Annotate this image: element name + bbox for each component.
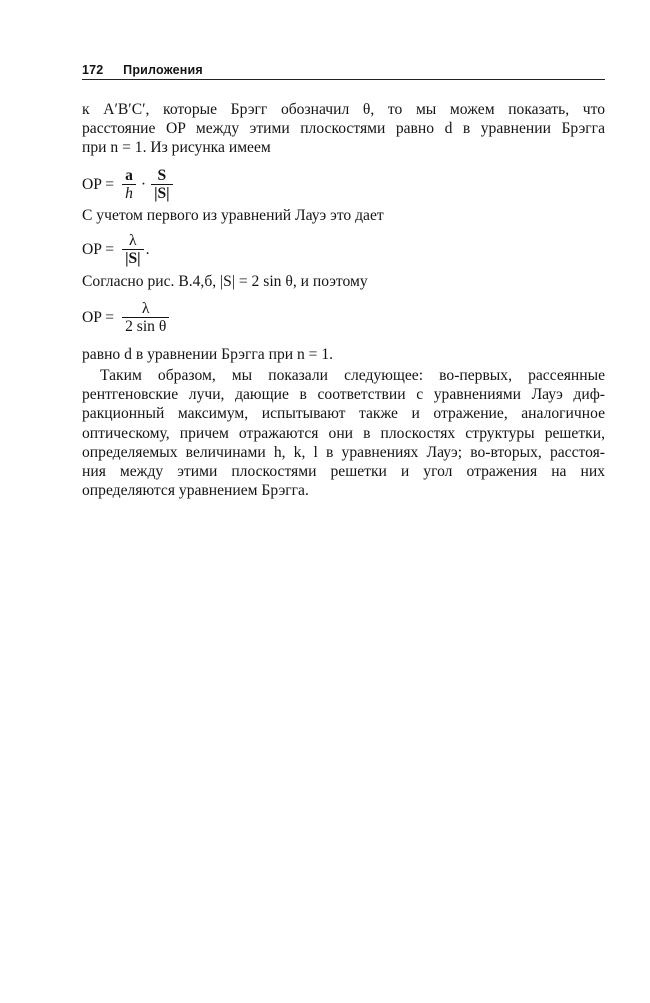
paragraph-laue: [82, 206, 605, 225]
paragraph-1: [82, 100, 605, 158]
paragraph-2: [82, 366, 605, 500]
section-title: Приложения: [123, 63, 203, 77]
text-line: ния между этими плоскостями решетки и угол отражения на них: [82, 463, 605, 481]
denominator: |S|: [125, 250, 141, 267]
denominator: |S|: [154, 185, 170, 202]
fraction-a-over-h: [122, 167, 136, 202]
text-line: к A′B′C′, которые Брэгг обозначил θ, то мы можем показать, что: [82, 101, 605, 118]
multiply-dot: ·: [140, 175, 147, 193]
text-line: С учетом первого из уравнений Лауэ это дает: [82, 207, 384, 224]
page-number: 172: [82, 63, 104, 77]
text-line: при n = 1. Из рисунка имеем: [82, 139, 271, 157]
text-line: ракционный максимум, испытывают также и отражение, аналогичное: [82, 405, 605, 423]
text-line: рентгеновские лучи, дающие в соответствии с уравнениями Лауэ диф-: [82, 386, 605, 404]
denominator: h: [125, 185, 133, 202]
text-line: Согласно рис. В.4,б, |S| = 2 sin θ, и поэтому: [82, 273, 368, 290]
denominator: 2 sin θ: [125, 318, 167, 335]
text-line: Таким образом, мы показали следующее: во-первых, рассеянные: [100, 367, 605, 384]
fraction-lambda-over-2sin: [122, 300, 169, 335]
equation-lhs: OP =: [82, 308, 115, 326]
running-header: [82, 63, 605, 77]
text-line: определяемых величинами h, k, l в уравнениях Лауэ; во-вторых, расстоя-: [82, 443, 605, 461]
text-line: определяются уравнением Брэгга.: [82, 482, 309, 500]
equation-lhs: OP =: [82, 240, 115, 258]
numerator: S: [157, 167, 167, 184]
numerator: λ: [141, 300, 150, 317]
text-line: оптическому, причем отражаются они в плоскостях структуры решетки,: [82, 424, 605, 442]
header-rule: [82, 79, 605, 80]
paragraph-figure: [82, 272, 605, 291]
equation-1: [82, 167, 175, 202]
paragraph-equal: [82, 345, 605, 364]
equation-2: [82, 232, 150, 267]
text-line: расстояние OP между этими плоскостями равно d в уравнении Брэгга: [82, 120, 605, 138]
equation-3: [82, 300, 171, 335]
numerator: λ: [129, 232, 137, 249]
numerator: a: [125, 167, 133, 184]
text-line: равно d в уравнении Брэгга при n = 1.: [82, 346, 334, 363]
fraction-s-over-abs-s: [151, 167, 173, 202]
fraction-lambda-over-abs-s: [122, 232, 144, 267]
equation-lhs: OP =: [82, 175, 115, 193]
equation-period: .: [145, 240, 150, 258]
